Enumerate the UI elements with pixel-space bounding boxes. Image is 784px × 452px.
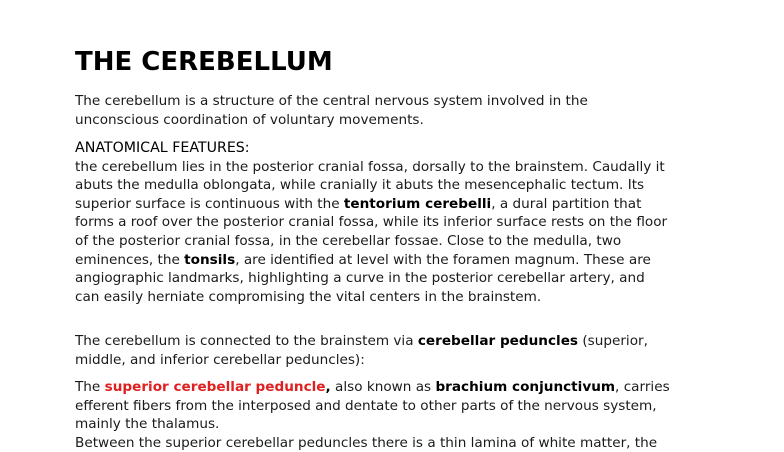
text-run: The [75,379,105,395]
term-tentorium-cerebelli: tentorium cerebelli [343,195,492,212]
page-title: THE CEREBELLUM [75,47,333,77]
intro-paragraph [75,92,588,129]
section-heading-anatomical-features: ANATOMICAL FEATURES: [75,140,250,156]
anatomy-line: angiographic landmarks, highlighting a curve in the posterior cerebellar artery, and [75,270,645,287]
anatomy-line: can easily herniate compromising the vital centers in the brainstem. [75,288,542,305]
peduncles-paragraph [75,332,648,369]
anatomy-line: the cerebellum lies in the posterior cranial fossa, dorsally to the brainstem. Caudally it [75,158,665,175]
anatomy-line: forms a roof over the posterior cranial fossa, while its inferior surface rests on the floor [75,214,668,231]
anatomy-line [75,195,667,214]
term-brachium-conjunctivum: brachium conjunctivum [435,379,616,395]
anatomy-line: of the posterior cranial fossa, in the cerebellar fossae. Close to the medulla, two [75,232,622,249]
term-cerebellar-peduncles: cerebellar peduncles [417,333,579,349]
peduncles-line: middle, and inferior cerebellar peduncles): [75,351,365,368]
text-run: , are identified at level with the foramen magnum. These are [235,251,651,268]
text-run: superior surface is continuous with the [75,195,344,212]
intro-line: The cerebellum is a structure of the central nervous system involved in the [75,93,588,109]
term-tonsils: tonsils [184,251,236,268]
superior-line: mainly the thalamus. [75,416,220,433]
bold-comma: , [325,379,331,395]
text-run: , carries [615,379,670,395]
peduncles-line [75,332,648,351]
anatomy-paragraph [75,139,667,306]
term-superior-cerebellar-peduncle: superior cerebellar peduncle [104,379,326,395]
text-run: The cerebellum is connected to the brainstem via [75,333,418,349]
anatomy-line: abuts the medulla oblongata, while cranially it abuts the mesencephalic tectum. Its [75,177,645,194]
superior-line: Between the superior cerebellar peduncles there is a thin lamina of white matter, the [75,434,658,451]
text-run: also known as [330,379,436,395]
text-run: , a dural partition that [491,195,642,212]
superior-line [75,378,670,397]
intro-line: unconscious coordination of voluntary movements. [75,111,424,128]
anatomy-line [75,251,667,270]
superior-peduncle-paragraph [75,378,670,452]
superior-line: efferent fibers from the interposed and dentate to other parts of the nervous system, [75,397,657,414]
text-run: (superior, [578,333,648,349]
text-run: eminences, the [75,251,185,268]
